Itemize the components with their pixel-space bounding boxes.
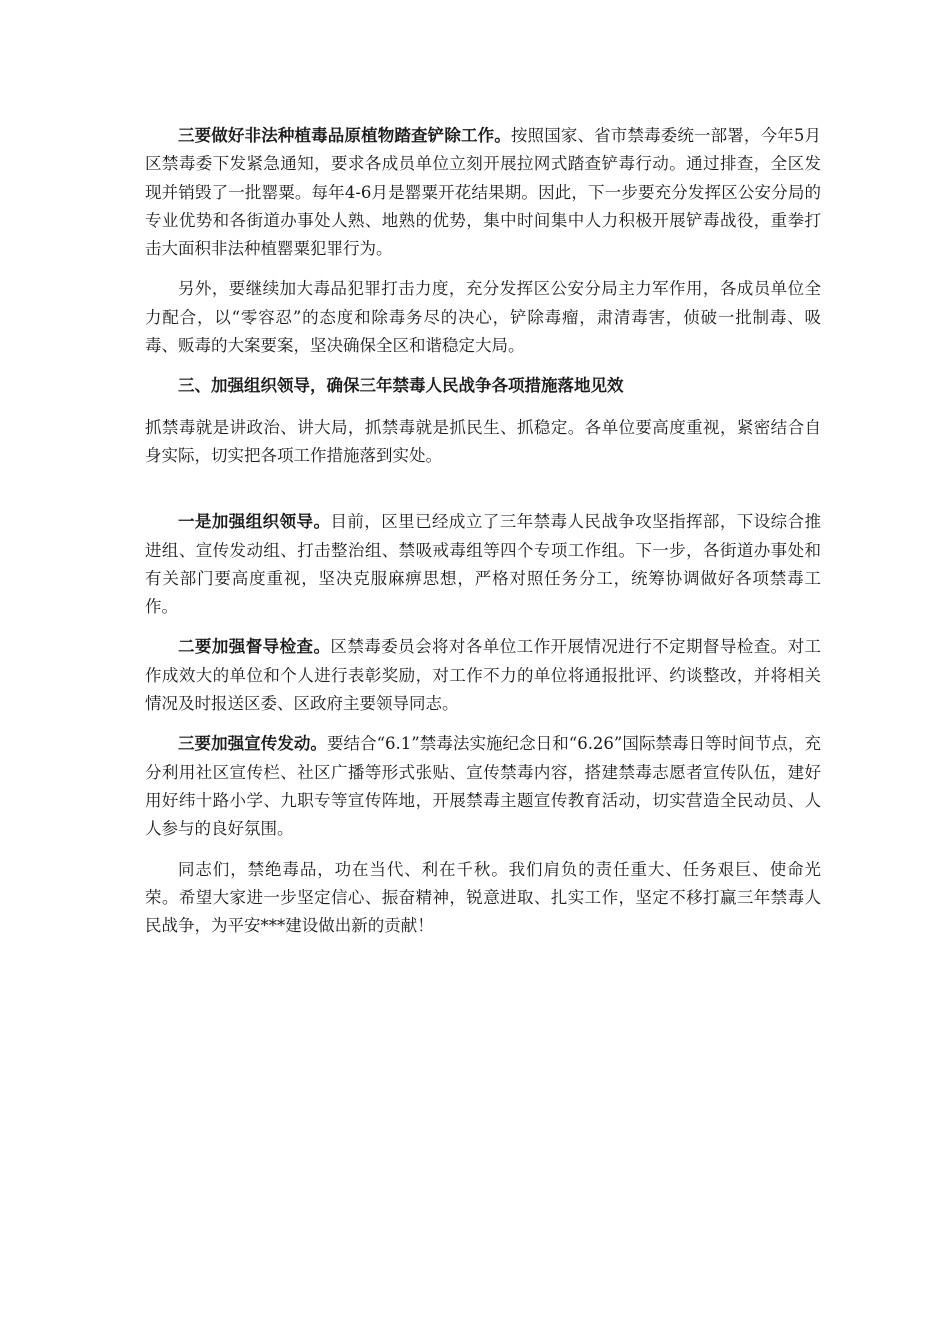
closing-paragraph: 同志们，禁绝毒品，功在当代、利在千秋。我们肩负的责任重大、任务艰巨、使命光荣。希望大家进一步坚定信心、振奋精神，锐意进取、扎实工作，坚定不移打赢三年禁毒人民战争，为平安***建设做出新的贡献！ <box>145 859 821 936</box>
paragraph-lead: 三要做好非法种植毒品原植物踏查铲除工作。 <box>178 126 511 145</box>
blank-line <box>145 482 821 508</box>
measure-organization <box>145 508 821 621</box>
measure-publicity <box>145 730 821 843</box>
measure-body: 目前，区里已经成立了三年禁毒人民战争攻坚指挥部，下设综合推进组、宣传发动组、打击整治组、禁吸戒毒组等四个专项工作组。下一步，各街道办事处和有关部门要高度重视，坚决克服麻痹思想，严格对照任务分工，统筹协调做好各项禁毒工作。 <box>145 512 822 617</box>
measure-lead: 二要加强督导检查。 <box>178 637 331 657</box>
paragraph-body: 另外，要继续加大毒品犯罪打击力度，充分发挥区公安分局主力军作用，各成员单位全力配合，以“零容忍”的态度和除毒务尽的决心，铲除毒瘤，肃清毒害，侦破一批制毒、吸毒、贩毒的大案要案，坚决确保全区和谐稳定大局。 <box>145 279 821 356</box>
measure-lead: 一是加强组织领导。 <box>178 512 331 532</box>
paragraph-crackdown <box>145 275 821 360</box>
measure-lead: 三要加强宣传发动。 <box>178 734 327 754</box>
paragraph-eradication <box>145 122 821 263</box>
measure-body: 区禁毒委员会将对各单位工作开展情况进行不定期督导检查。对工作成效大的单位和个人进行表彰奖励，对工作不力的单位将通报批评、约谈整改，并将相关情况及时报送区委、区政府主要领导同志。 <box>145 637 822 714</box>
measure-supervision <box>145 633 821 718</box>
document-page <box>145 122 821 952</box>
section-intro: 抓禁毒就是讲政治、讲大局，抓禁毒就是抓民生、抓稳定。各单位要高度重视，紧密结合自身实际，切实把各项工作措施落到实处。 <box>145 417 821 465</box>
section-heading: 三、加强组织领导，确保三年禁毒人民战争各项措施落地见效 <box>178 376 624 396</box>
measure-body: 要结合“6.1”禁毒法实施纪念日和“6.26”国际禁毒日等时间节点，充分利用社区宣传栏、社区广播等形式张贴、宣传禁毒内容，搭建禁毒志愿者宣传队伍，建好用好纬十路小学、九职专等宣传阵地，开展禁毒主题宣传教育活动，切实营造全民动员、人人参与的良好氛围。 <box>145 734 821 839</box>
paragraph-body: 按照国家、省市禁毒委统一部署，今年5月区禁毒委下发紧急通知，要求各成员单位立刻开展拉网式踏查铲毒行动。通过排查，全区发现并销毁了一批罂粟。每年4-6月是罂粟开花结果期。因此，下一步要充分发挥区公安分局的专业优势和各街道办事处人熟、地熟的优势，集中时间集中人力积极开展铲毒战役，重拳打击大面积非法种植罂粟犯罪行为。 <box>145 126 822 259</box>
